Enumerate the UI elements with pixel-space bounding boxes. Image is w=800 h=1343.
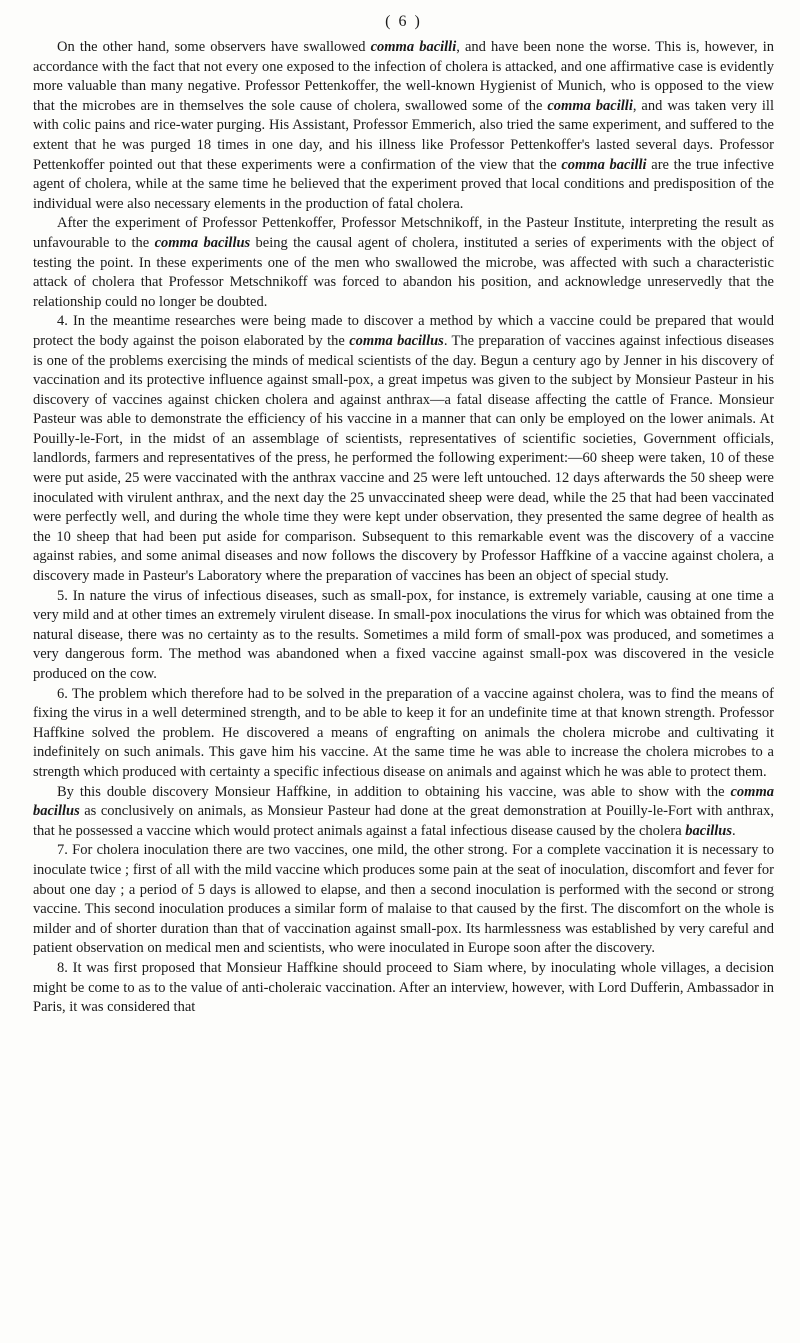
paragraph-4-vaccine-research [33,312,774,586]
text-run: 5. In nature the virus of infectious diseases, such as small-pox, for instance, is extremely variable, causing at one time a very mild and at other times an extremely virulent disease. In small-pox inoculations the virus for which was obtained from the natural disease, there was no certainty as to the results. Sometimes a mild form of small-pox was produced, and sometimes a very dangerous form. The method was abandoned when a fixed vaccine against small-pox was discovered in the vesicle produced on the cow. [33,587,774,682]
text-run: 4. In the meantime researches were being made to discover a method by which a vaccine could be prepared that would protect the body against the poison elaborated by the [33,313,774,349]
text-run: as conclusively on animals, as Monsieur Pasteur had done at the great demonstration at Pouilly-le-Fort with anthrax, that he possessed a vaccine which would protect animals against a fatal infectious disease caused by the cholera [33,803,774,839]
text-run: After the experiment of Professor Pettenkoffer, Professor Metschnikoff, in the Pasteur Institute, interpreting the result as unfavourable to the [33,215,774,251]
text-run: are the true infective agent of cholera, while at the same time he believed that the experiment proved that local conditions and predisposition of the individual were also necessary elements in the production of fatal cholera. [33,156,774,212]
paragraph-7-two-vaccines [33,841,774,959]
text-run: . [732,822,736,839]
text-run: , and have been none the worse. This is, however, in accordance with the fact that not every one exposed to the infection of cholera is attacked, and one affirmative case is evidently more valuable than many negative. Professor Pettenkoffer, the well-known Hygienist of Munich, who is opposed to the view that the microbes are in themselves the sole cause of cholera, swallowed some of the [33,39,774,114]
italic-term: comma bacilli [561,156,647,173]
paragraph-double-discovery [33,783,774,842]
italic-term: comma bacilli [370,39,457,55]
italic-term: comma bacillus [349,332,444,349]
text-run: 7. For cholera inoculation there are two vaccines, one mild, the other strong. For a complete vaccination it is necessary to inoculate twice ; first of all with the mild vaccine which produces some pain at the seat of inoculation, discomfort and fever for about one day ; a period of 5 days is allowed to elapse, and then a second inoculation is performed with the second or strong vaccine. This second inoculation produces a similar form of malaise to that caused by the first. The discomfort on the whole is milder and of shorter duration than that of vaccination against small-pox. Its harmlessness was established by very careful and patient observation on medical men and scientists, who were inoculated in Europe soon after the discovery. [33,842,774,957]
paragraph-5-virus-variability [33,587,774,685]
italic-term: comma bacilli [547,97,633,114]
text-run: . The preparation of vaccines against infectious diseases is one of the problems exercising the minds of medical scientists of the day. Begun a century ago by Jenner in his discovery of vaccination and its protective influence against small-pox, a great impetus was given to the subject by Monsieur Pasteur in his discovery of vaccines against chicken cholera and against anthrax—a fatal disease affecting the cattle of France. Monsieur Pasteur was able to demonstrate the efficiency of his vaccine in a manner that can only be employed on the lower animals. At Pouilly-le-Fort, in the midst of an assemblage of scientists, representatives of scientific societies, Government officials, landlords, farmers and representatives of the press, he performed the following experiment:—60 sheep were taken, 10 of these were put aside, 25 were vaccinated with the anthrax vaccine and 25 were left untouched. 12 days afterwards the 50 sheep were inoculated with virulent anthrax, and the next day the 25 unvaccinated sheep were dead, while the 25 that had been vaccinated were perfectly well, and during the whole time they were kept under observation, they presented the same degree of health as the 10 sheep that had been put aside for comparison. Subsequent to this remarkable event was the discovery of a vaccine against rabies, and some animal diseases and now follows the discovery by Professor Haffkine of a vaccine against cholera, a discovery made in Pasteur's Laboratory where the preparation of vaccines has been an object of special study. [33,332,774,585]
text-run: On the other hand, some observers have swallowed [57,39,371,55]
paragraph-6-fixing-virus [33,685,774,783]
page-number: ( 6 ) [385,13,422,30]
text-run: being the causal agent of cholera, instituted a series of experiments with the object of testing the point. In these experiments one of the men who swallowed the microbe, was affected with such a characteristic attack of cholera that Professor Metschnikoff was forced to abandon his position, and acknowledge unreservedly that the relationship could no longer be doubted. [33,234,774,310]
text-run: 8. It was first proposed that Monsieur Haffkine should proceed to Siam where, by inoculating whole villages, a decision might be come to as to the value of anti-choleraic vaccination. After an interview, however, with Lord Dufferin, Ambassador in Paris, it was considered that [33,959,774,1016]
italic-term: comma bacillus [33,783,774,820]
paragraph-comma-bacilli-swallowed [33,38,774,214]
paragraph-metschnikoff-experiment [33,214,774,312]
text-run: By this double discovery Monsieur Haffkine, in addition to obtaining his vaccine, was able to show with the [57,783,731,800]
text-run: , and was taken very ill with colic pains and rice-water purging. His Assistant, Professor Emmerich, also tried the same experiment, and suffered to the extent that he was purged 18 times in one day, and his illness like Professor Pettenkoffer's lasted several days. Professor Pettenkoffer pointed out that these experiments were a confirmation of the view that the [33,97,774,173]
paragraph-8-siam-proposal [33,959,774,1018]
italic-term: comma bacillus [154,234,251,251]
body-text [33,38,774,1018]
italic-term: bacillus [685,822,733,839]
text-run: 6. The problem which therefore had to be solved in the preparation of a vaccine against cholera, was to find the means of fixing the virus in a well determined strength, and to be able to keep it for an undefinite time at that known strength. Professor Haffkine solved the problem. He discovered a means of engrafting on animals the cholera microbe and cultivating it indefinitely on such animals. This gave him his vaccine. At the same time he was able to increase the cholera microbes to a strength which produced with certainty a specific infectious disease on animals and against which he was able to protect them. [33,685,774,780]
